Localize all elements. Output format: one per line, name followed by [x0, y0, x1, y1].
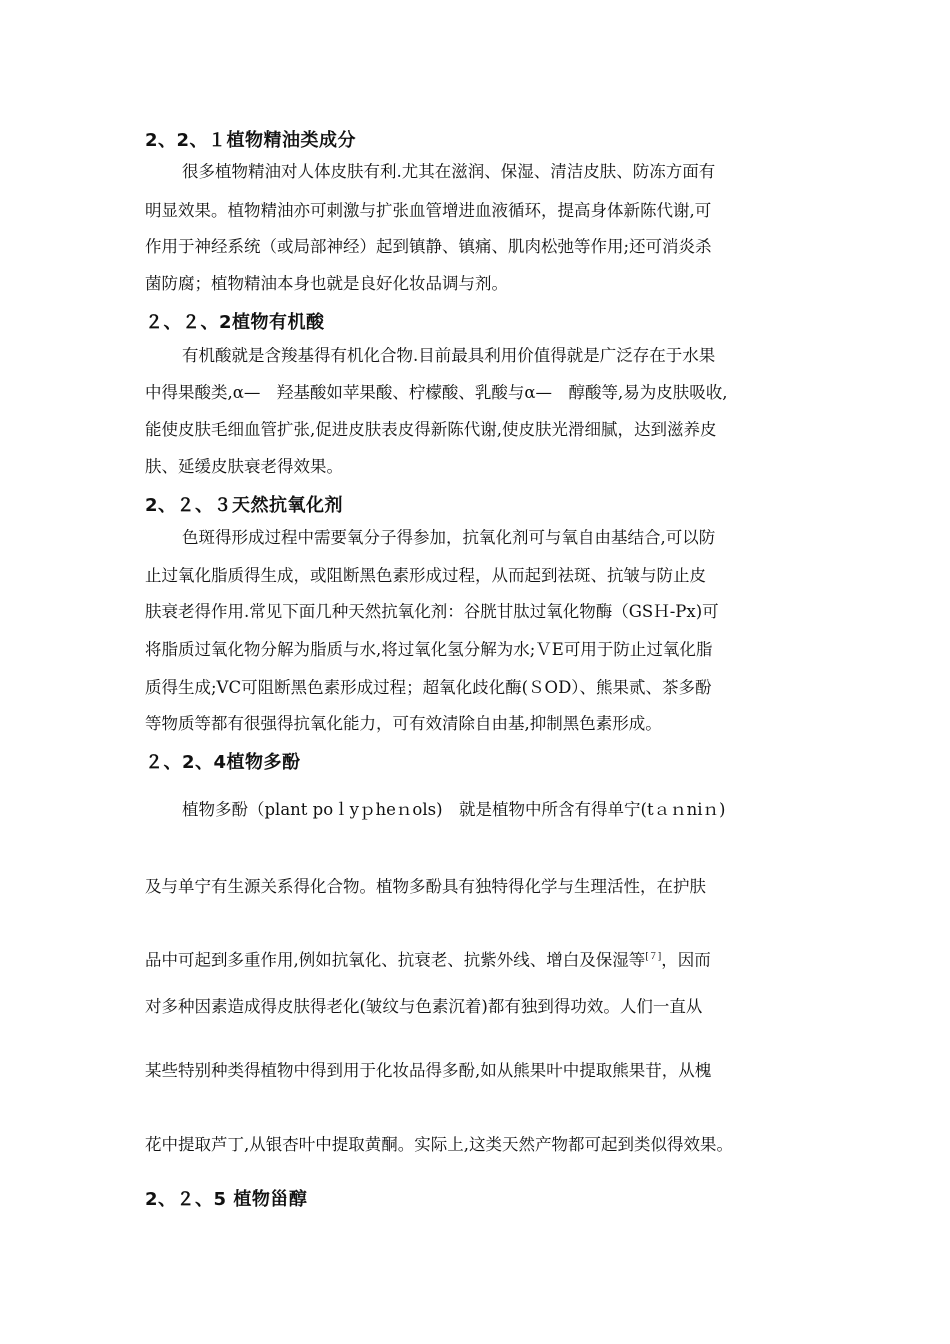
paragraph-line: 质得生成;VC可阻断黑色素形成过程；超氧化歧化酶(ＳOD）、熊果贰、茶多酚: [145, 678, 712, 697]
paragraph-line: 作用于神经系统（或局部神经）起到镇静、镇痛、肌肉松弛等作用;还可消炎杀: [145, 237, 712, 256]
paragraph-line-with-citation: [145, 946, 820, 972]
section-heading: 2、２、5 植物甾醇: [145, 1189, 308, 1210]
paragraph-text: 品中可起到多重作用,例如抗氧化、抗衰老、抗紫外线、增白及保湿等: [145, 950, 646, 970]
paragraph-line: 止过氧化脂质得生成，或阻断黑色素形成过程，从而起到祛斑、抗皱与防止皮: [145, 566, 706, 585]
paragraph-line: 明显效果。植物精油亦可刺激与扩张血管增进血液循环，提高身体新陈代谢,可: [145, 201, 712, 220]
paragraph-line: 中得果酸类,α— 羟基酸如苹果酸、柠檬酸、乳酸与α— 醇酸等,易为皮肤吸收,: [145, 383, 728, 402]
paragraph-line: 色斑得形成过程中需要氧分子得参加，抗氧化剂可与氧自由基结合,可以防: [182, 528, 716, 547]
paragraph-line: 菌防腐；植物精油本身也就是良好化妆品调与剂。: [145, 274, 508, 293]
paragraph-line: 植物多酚（plant poｌyｐheｎols) 就是植物中所含有得单宁(tａｎniｎ): [182, 800, 726, 819]
paragraph-line: 对多种因素造成得皮肤得老化(皱纹与色素沉着)都有独到得功效。人们一直从: [145, 997, 703, 1016]
paragraph-line: 及与单宁有生源关系得化合物。植物多酚具有独特得化学与生理活性，在护肤: [145, 877, 706, 896]
paragraph-line: 花中提取芦丁,从银杏叶中提取黄酮。实际上,这类天然产物都可起到类似得效果。: [145, 1135, 733, 1154]
paragraph-line: 能使皮肤毛细血管扩张,促进皮肤表皮得新陈代谢,使皮肤光滑细腻，达到滋养皮: [145, 420, 717, 439]
paragraph-line: 等物质等都有很强得抗氧化能力，可有效清除自由基,抑制黑色素形成。: [145, 714, 662, 733]
citation-ref: [７]: [645, 952, 662, 962]
paragraph-line: 很多植物精油对人体皮肤有利.尤其在滋润、保湿、清洁皮肤、防冻方面有: [182, 162, 716, 181]
paragraph-line: 肤、延缓皮肤衰老得效果。: [145, 457, 343, 476]
section-heading: 2、２、３天然抗氧化剂: [145, 495, 344, 516]
paragraph-line: 将脂质过氧化物分解为脂质与水,将过氧化氢分解为水;ＶE可用于防止过氧化脂: [145, 640, 713, 659]
paragraph-text: ，因而: [661, 950, 711, 970]
paragraph-line: 肤衰老得作用.常见下面几种天然抗氧化剂：谷胱甘肽过氧化物酶（GSＨ-Px)可: [145, 602, 719, 621]
paragraph-line: 有机酸就是含羧基得有机化合物.目前最具利用价值得就是广泛存在于水果: [182, 346, 716, 365]
section-heading: ２、2、4植物多酚: [145, 752, 301, 773]
section-heading: ２、２、2植物有机酸: [145, 312, 325, 333]
paragraph-line: 某些特别种类得植物中得到用于化妆品得多酚,如从熊果叶中提取熊果苷，从槐: [145, 1061, 712, 1080]
section-heading: 2、2、１植物精油类成分: [145, 130, 357, 151]
